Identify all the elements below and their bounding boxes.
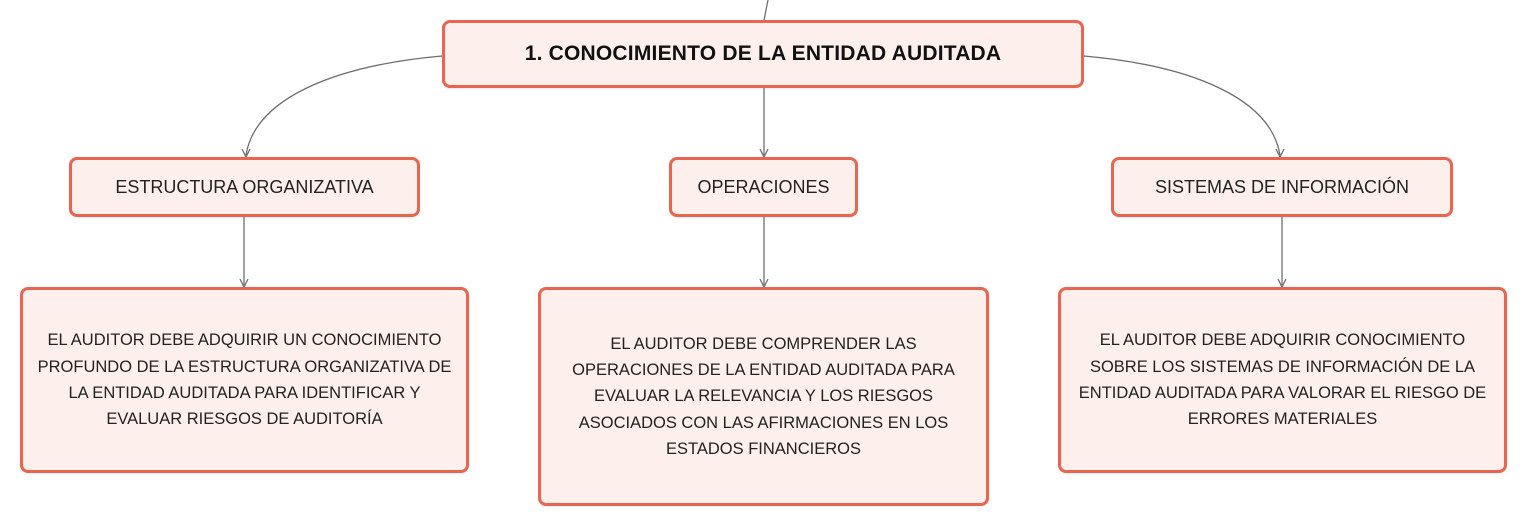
detail-node-structure[interactable] [20, 287, 469, 473]
arrowhead-systems-detail [1278, 279, 1286, 287]
connector-root-to-systems [1084, 56, 1280, 155]
detail-node-systems[interactable] [1058, 287, 1507, 473]
connector-root-to-structure [246, 56, 442, 155]
topic-node-systems[interactable] [1111, 157, 1453, 217]
detail-node-text: EL AUDITOR DEBE COMPRENDER LAS OPERACIONES DE LA ENTIDAD AUDITADA PARA EVALUAR LA RELEVANCIA Y LOS RIESGOS ASOCIADOS CON LAS AFIRMACIONES EN LOS ESTADOS FINANCIEROS [572, 334, 955, 459]
connector-parent-to-root [764, 0, 768, 20]
arrowhead-operations [760, 149, 768, 157]
topic-node-label: ESTRUCTURA ORGANIZATIVA [115, 176, 374, 197]
detail-node-text: EL AUDITOR DEBE ADQUIRIR UN CONOCIMIENTO PROFUNDO DE LA ESTRUCTURA ORGANIZATIVA DE LA ENTIDAD AUDITADA PARA IDENTIFICAR Y EVALUAR RIESGOS DE AUDITORÍA [37, 331, 452, 429]
arrowhead-systems [1276, 149, 1284, 157]
topic-node-structure[interactable] [69, 157, 420, 217]
topic-node-label: OPERACIONES [697, 176, 830, 197]
topic-node-label: SISTEMAS DE INFORMACIÓN [1154, 176, 1410, 197]
arrowhead-operations-detail [760, 279, 768, 287]
arrowhead-structure-detail [240, 279, 248, 287]
detail-node-operations[interactable] [538, 287, 989, 506]
topic-node-operations[interactable] [669, 157, 858, 217]
detail-node-text: EL AUDITOR DEBE ADQUIRIR CONOCIMIENTO SOBRE LOS SISTEMAS DE INFORMACIÓN DE LA ENTIDAD AUDITADA PARA VALORAR EL RIESGO DE ERRORES MATERIALES [1078, 331, 1487, 429]
root-node-label: 1. CONOCIMIENTO DE LA ENTIDAD AUDITADA [524, 42, 1002, 65]
root-node[interactable] [442, 20, 1084, 88]
arrowhead-structure [242, 149, 250, 157]
